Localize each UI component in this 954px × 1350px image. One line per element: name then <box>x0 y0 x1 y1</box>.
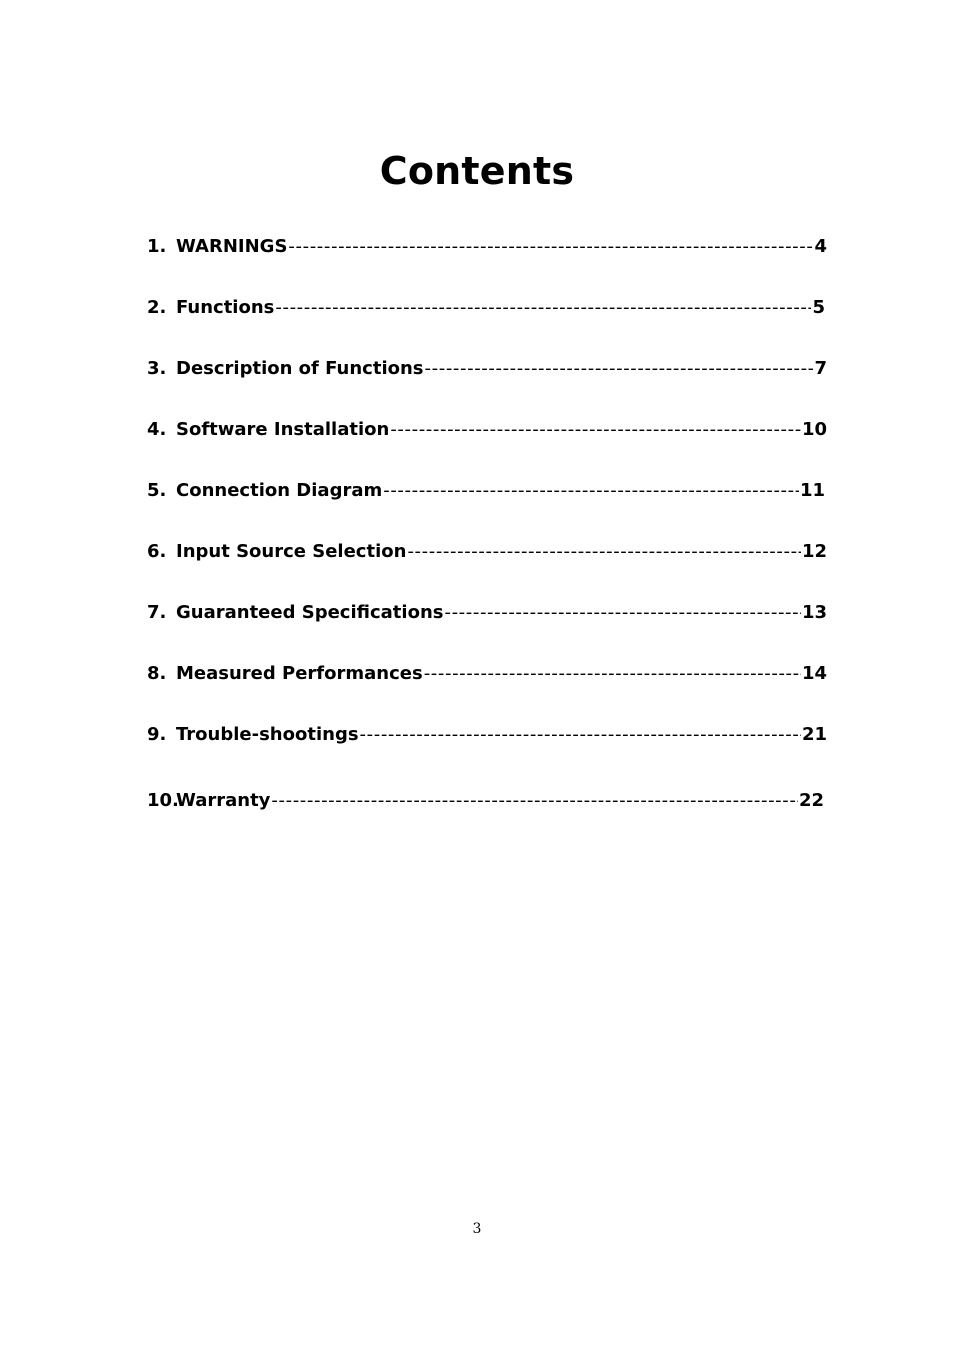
toc-entry-page: 14 <box>801 663 827 684</box>
toc-entry-page: 4 <box>814 236 827 257</box>
dot-leader <box>383 478 799 504</box>
toc-entry-page: 21 <box>801 724 827 745</box>
toc-entry-guaranteed-specifications[interactable] <box>147 600 827 626</box>
toc-entry-number: 5. <box>147 480 167 501</box>
toc-entry-input-source-selection[interactable] <box>147 539 827 565</box>
page-title: Contents <box>379 149 575 193</box>
toc-entry-page: 12 <box>801 541 827 562</box>
dot-leader <box>444 600 800 626</box>
toc-entry-number: 4. <box>147 419 167 440</box>
dot-leader <box>424 661 801 687</box>
toc-entry-label: Input Source Selection <box>176 541 407 562</box>
toc-entry-page: 11 <box>799 480 825 501</box>
toc-entry-measured-performances[interactable] <box>147 661 827 687</box>
toc-entry-page: 5 <box>812 297 825 318</box>
page-number: 3 <box>472 1221 482 1237</box>
toc-entry-label: Software Installation <box>176 419 390 440</box>
dot-leader <box>271 788 798 814</box>
toc-entry-page: 7 <box>814 358 827 379</box>
toc-entry-software-installation[interactable] <box>147 417 827 443</box>
toc-entry-label: Guaranteed Specifications <box>176 602 444 623</box>
toc-entry-number: 6. <box>147 541 167 562</box>
toc-entry-label: Description of Functions <box>176 358 424 379</box>
toc-entry-page: 13 <box>801 602 827 623</box>
toc-entry-number: 2. <box>147 297 167 318</box>
toc-entry-number: 9. <box>147 724 167 745</box>
toc-entry-label: Functions <box>176 297 275 318</box>
toc-entry-number: 3. <box>147 358 167 379</box>
toc-entry-number: 8. <box>147 663 167 684</box>
toc-entry-label: Connection Diagram <box>176 480 383 501</box>
toc-entry-page: 10 <box>801 419 827 440</box>
toc-entry-warnings[interactable] <box>147 234 827 260</box>
dot-leader <box>275 295 811 321</box>
toc-entry-warranty[interactable] <box>147 788 824 814</box>
toc-entry-page: 22 <box>798 790 824 811</box>
toc-entry-trouble-shootings[interactable] <box>147 722 827 748</box>
toc-entry-number: 10. <box>147 790 179 811</box>
toc-entry-connection-diagram[interactable] <box>147 478 825 504</box>
dot-leader <box>360 722 801 748</box>
dot-leader <box>425 356 814 382</box>
dot-leader <box>288 234 813 260</box>
toc-entry-description-of-functions[interactable] <box>147 356 827 382</box>
dot-leader <box>407 539 801 565</box>
toc-entry-number: 7. <box>147 602 167 623</box>
toc-entry-label: Trouble-shootings <box>176 724 359 745</box>
toc-entry-label: Warranty <box>176 790 271 811</box>
toc-entry-functions[interactable] <box>147 295 825 321</box>
toc-entry-number: 1. <box>147 236 167 257</box>
toc-entry-label: Measured Performances <box>176 663 423 684</box>
toc-entry-label: WARNINGS <box>176 236 288 257</box>
dot-leader <box>390 417 801 443</box>
